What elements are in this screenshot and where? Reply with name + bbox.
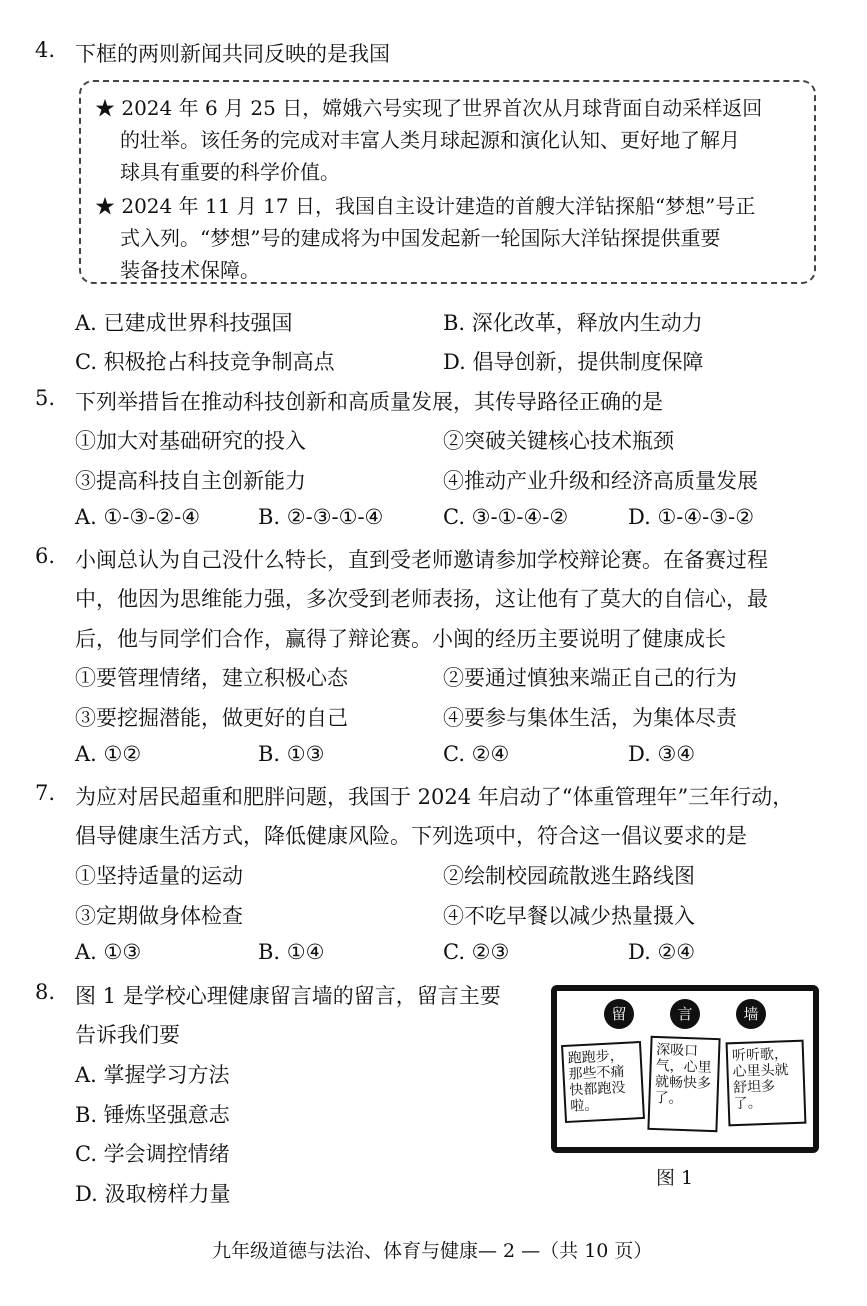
q8-stem-line: 告诉我们要	[75, 1023, 180, 1047]
q5-option-d: D. ①-④-③-②	[628, 505, 755, 529]
q6-stem-line: 中，他因为思维能力强，多次受到老师表扬，这让他有了莫大的自信心，最	[75, 587, 768, 611]
q7-option-b: B. ①④	[258, 940, 325, 964]
news-line: ★ 2024 年 6 月 25 日，嫦娥六号实现了世界首次从月球背面自动采样返回	[95, 96, 763, 120]
news-line: 的壮举。该任务的完成对丰富人类月球起源和演化认知、更好地了解月	[120, 128, 740, 152]
q5-item-4: ④推动产业升级和经济高质量发展	[443, 469, 758, 493]
q8-option-d: D. 汲取榜样力量	[75, 1182, 231, 1206]
message-wall-figure	[551, 985, 819, 1153]
q8-option-c: C. 学会调控情绪	[75, 1142, 230, 1166]
q6-item-4: ④要参与集体生活，为集体尽责	[443, 706, 737, 730]
q7-item-2: ②绘制校园疏散逃生路线图	[443, 864, 695, 888]
news-line: 式入列。“梦想”号的建成将为中国发起新一轮国际大洋钻探提供重要	[120, 226, 721, 250]
q4-option-a: A. 已建成世界科技强国	[75, 311, 293, 335]
q5-item-2: ②突破关键核心技术瓶颈	[443, 429, 674, 453]
q7-number: 7.	[35, 781, 56, 805]
q4-stem: 下框的两则新闻共同反映的是我国	[75, 42, 390, 66]
news-line: 球具有重要的科学价值。	[120, 160, 340, 184]
q6-stem-line: 小闽总认为自己没什么特长，直到受老师邀请参加学校辩论赛。在备赛过程	[75, 548, 768, 572]
q8-stem-line: 图 1 是学校心理健康留言墙的留言，留言主要	[75, 984, 501, 1008]
sticky-note: 深吸口气，心里就畅快多了。	[647, 1036, 720, 1132]
q7-option-d: D. ②④	[628, 940, 696, 964]
q6-option-b: B. ①③	[258, 742, 325, 766]
q4-number: 4.	[35, 38, 56, 62]
q5-item-1: ①加大对基础研究的投入	[75, 429, 306, 453]
q4-option-d: D. 倡导创新，提供制度保障	[443, 350, 704, 374]
q7-option-a: A. ①③	[75, 940, 142, 964]
q5-option-a: A. ①-③-②-④	[75, 505, 201, 529]
q5-item-3: ③提高科技自主创新能力	[75, 469, 306, 493]
q4-option-b: B. 深化改革，释放内生动力	[443, 311, 703, 335]
q6-stem-line: 后，他与同学们合作，赢得了辩论赛。小闽的经历主要说明了健康成长	[75, 627, 726, 651]
page-footer: 九年级道德与法治、体育与健康— 2 —（共 10 页）	[212, 1240, 653, 1262]
q7-option-c: C. ②③	[443, 940, 510, 964]
title-bubble: 言	[670, 999, 700, 1029]
q4-option-c: C. 积极抢占科技竞争制高点	[75, 350, 335, 374]
q6-number: 6.	[35, 544, 56, 568]
q6-option-c: C. ②④	[443, 742, 510, 766]
q6-item-2: ②要通过慎独来端正自己的行为	[443, 666, 737, 690]
q5-option-b: B. ②-③-①-④	[258, 505, 384, 529]
q8-option-a: A. 掌握学习方法	[75, 1063, 230, 1087]
q7-stem-line: 为应对居民超重和肥胖问题，我国于 2024 年启动了“体重管理年”三年行动，	[75, 785, 794, 809]
q7-stem-line: 倡导健康生活方式，降低健康风险。下列选项中，符合这一倡议要求的是	[75, 824, 747, 848]
q8-option-b: B. 锤炼坚强意志	[75, 1103, 230, 1127]
news-line: ★ 2024 年 11 月 17 日，我国自主设计建造的首艘大洋钻探船“梦想”号正	[95, 194, 756, 218]
figure-caption: 图 1	[656, 1167, 694, 1189]
sticky-note: 听听歌，心里头就舒坦多了。	[726, 1040, 807, 1127]
q6-item-1: ①要管理情绪，建立积极心态	[75, 666, 348, 690]
title-bubble: 留	[604, 999, 634, 1029]
q7-item-3: ③定期做身体检查	[75, 904, 243, 928]
news-line: 装备技术保障。	[120, 258, 260, 282]
q8-number: 8.	[35, 980, 56, 1004]
q6-option-a: A. ①②	[75, 742, 142, 766]
message-wall-title	[557, 999, 813, 1029]
sticky-note: 跑跑步，那些不痛快都跑没啦。	[561, 1041, 645, 1123]
q5-option-c: C. ③-①-④-②	[443, 505, 569, 529]
q6-option-d: D. ③④	[628, 742, 696, 766]
q6-item-3: ③要挖掘潜能，做更好的自己	[75, 706, 348, 730]
q7-item-1: ①坚持适量的运动	[75, 864, 243, 888]
q7-item-4: ④不吃早餐以减少热量摄入	[443, 904, 695, 928]
q5-number: 5.	[35, 386, 56, 410]
title-bubble: 墙	[736, 999, 766, 1029]
q5-stem: 下列举措旨在推动科技创新和高质量发展，其传导路径正确的是	[75, 390, 663, 414]
